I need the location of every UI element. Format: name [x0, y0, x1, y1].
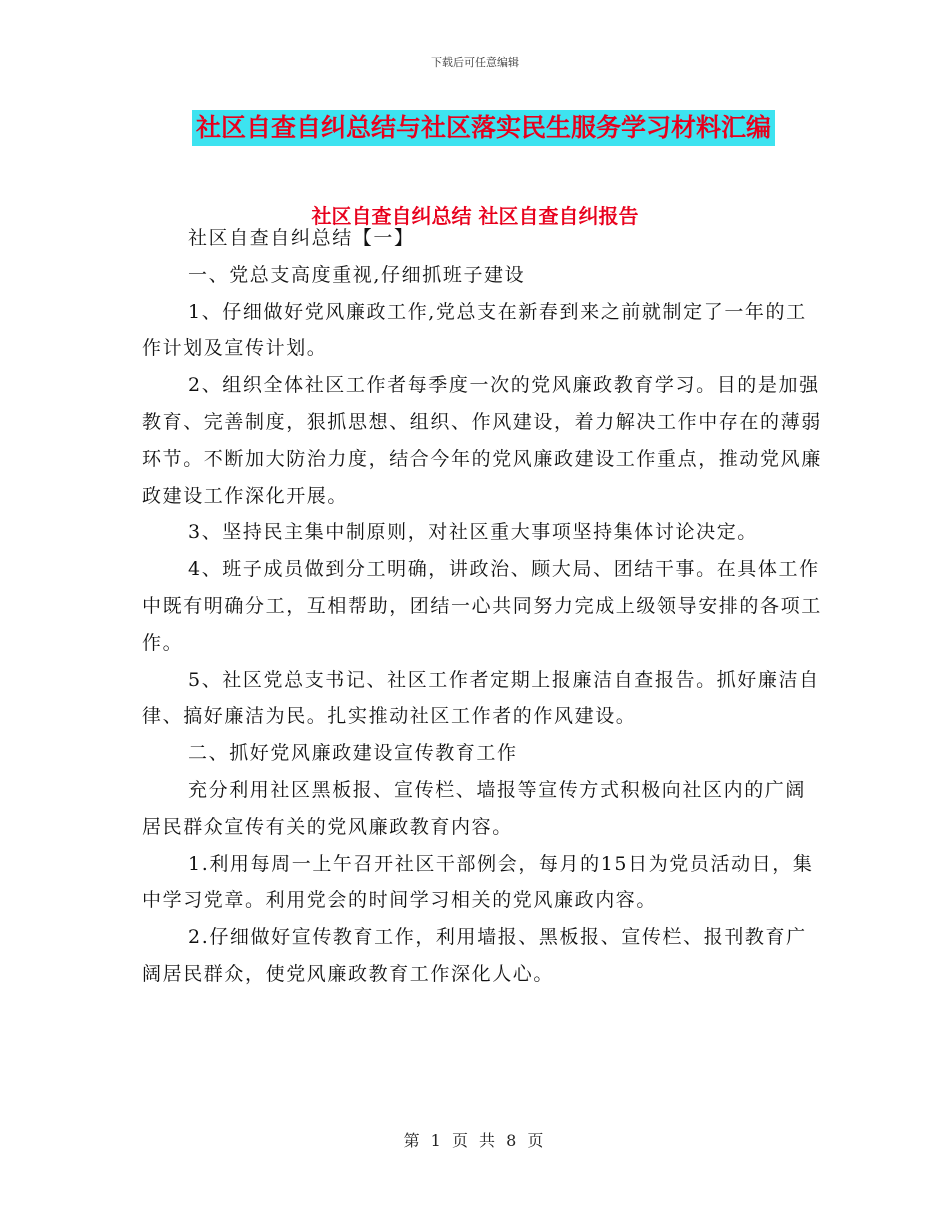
paragraph-heading-2: 二、抓好党风廉政建设宣传教育工作 — [188, 742, 518, 765]
paragraph: 4、班子成员做到分工明确，讲政治、顾大局、团结干事。在具体工作中既有明确分工，互相帮助，团结一心共同努力完成上级领导安排的各项工作。 — [142, 558, 822, 654]
paragraph-heading-1: 一、党总支高度重视,仔细抓班子建设 — [188, 263, 526, 286]
paragraph: 5、社区党总支书记、社区工作者定期上报廉洁自查报告。抓好廉洁自律、搞好廉洁为民。扎实推动社区工作者的作风建设。 — [142, 668, 820, 728]
paragraph: 2.仔细做好宣传教育工作，利用墙报、黑板报、宣传栏、报刊教育广阔居民群众，使党风廉政教育工作深化人心。 — [142, 926, 807, 985]
paragraph: 1、仔细做好党风廉政工作,党总支在新春到来之前就制定了一年的工作计划及宣传计划。 — [142, 300, 807, 360]
document-body — [142, 220, 822, 993]
section-title: 社区自查自纠总结 社区自查自纠报告 — [311, 204, 639, 228]
paragraph: 充分利用社区黑板报、宣传栏、墙报等宣传方式积极向社区内的广阔居民群众宣传有关的党风廉政教育内容。 — [142, 778, 807, 838]
page-header-note: 下载后可任意编辑 — [431, 56, 519, 69]
paragraph: 2、组织全体社区工作者每季度一次的党风廉政教育学习。目的是加强教育、完善制度，狠抓思想、组织、作风建设，着力解决工作中存在的薄弱环节。不断加大防治力度，结合今年的党风廉政建设工作重点，推动党风廉政建设工作深化开展。 — [142, 374, 822, 507]
paragraph-subtitle: 社区自查自纠总结【一】 — [188, 227, 415, 249]
paragraph: 1.利用每周一上午召开社区干部例会，每月的15日为党员活动日，集中学习党章。利用党会的时间学习相关的党风廉政内容。 — [142, 852, 814, 912]
page-number-footer: 第 1 页 共 8 页 — [403, 1131, 547, 1150]
paragraph: 3、坚持民主集中制原则，对社区重大事项坚持集体讨论决定。 — [188, 521, 758, 544]
document-title: 社区自查自纠总结与社区落实民生服务学习材料汇编 — [192, 110, 775, 146]
